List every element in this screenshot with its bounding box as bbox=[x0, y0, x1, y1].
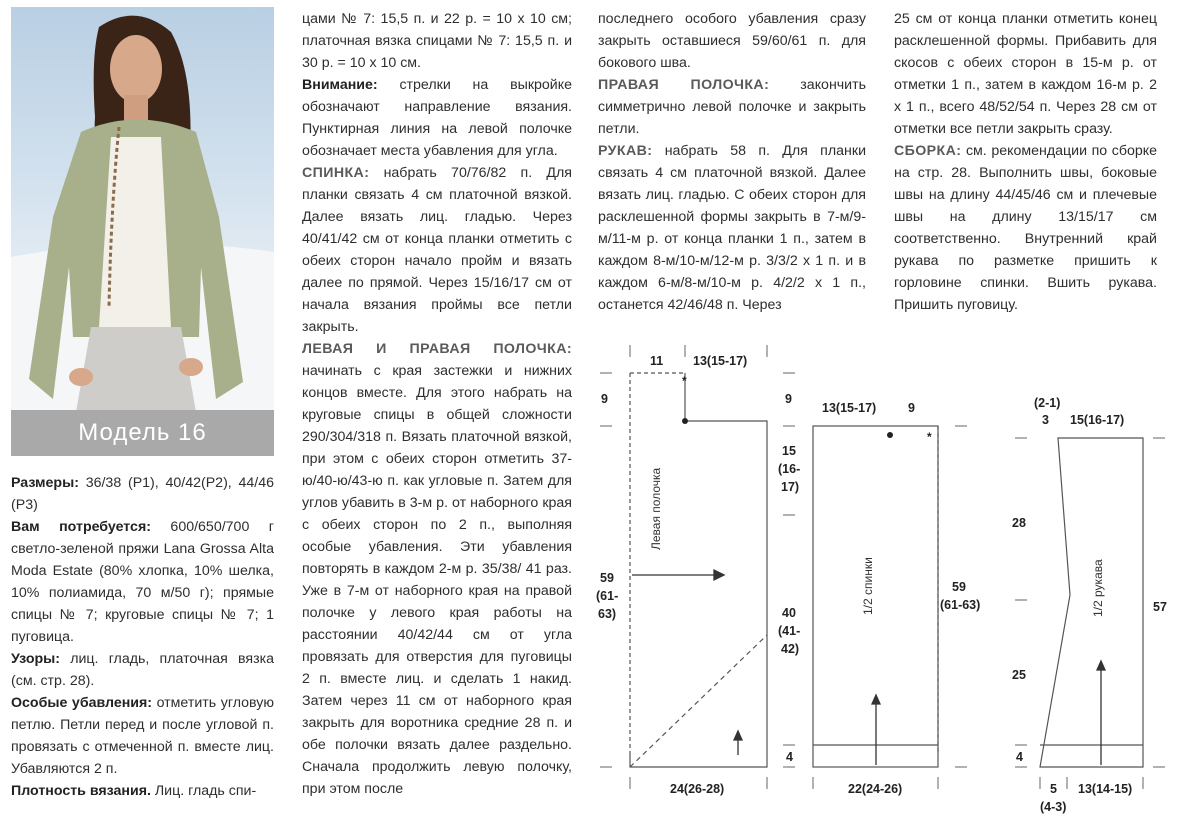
svg-text:*: * bbox=[682, 374, 687, 388]
lf-bottom: 24(26-28) bbox=[670, 782, 725, 796]
back-h-arm-2: (16- bbox=[778, 462, 801, 476]
heading-right-front: ПРАВАЯ ПОЛОЧКА: bbox=[598, 77, 770, 93]
sleeve-h-band: 4 bbox=[1016, 750, 1023, 764]
gauge-cont-text: цами № 7: 15,5 п. и 22 р. = 10 х 10 см; платочная вязка спицами № 7: 15,5 п. и 30 р. = 10 х 10 см. bbox=[302, 11, 572, 71]
back-h-band: 4 bbox=[786, 750, 793, 764]
sleeve-h-mid: 25 bbox=[1012, 668, 1026, 682]
attention-text: стрелки на выкройке обозначают направление вязания. Пунктирная линия на левой полочке обозначает места убавления для угла. bbox=[302, 77, 572, 159]
paragraph-attention bbox=[302, 74, 572, 162]
back-h-total-2: (61-63) bbox=[940, 598, 981, 612]
lf-h1: 9 bbox=[601, 392, 608, 406]
sleeve-top-b: 15(16-17) bbox=[1070, 413, 1125, 427]
paragraph-assembly bbox=[894, 140, 1157, 316]
paragraph-materials bbox=[11, 516, 274, 648]
heading-back: СПИНКА: bbox=[302, 165, 370, 181]
model-illustration bbox=[11, 7, 274, 456]
back-h-side-3: 42) bbox=[781, 642, 800, 656]
sleeve-h-total: 57 bbox=[1153, 600, 1167, 614]
paragraph-sizes bbox=[11, 472, 274, 516]
left-front-neck-edge bbox=[630, 373, 685, 755]
back-h-side-1: 40 bbox=[782, 606, 796, 620]
paragraph-sleeve bbox=[598, 140, 866, 316]
sleeve-bottom-b: 13(14-15) bbox=[1078, 782, 1133, 796]
heading-attention: Внимание: bbox=[302, 77, 378, 93]
paragraph-sleeve-cont bbox=[894, 8, 1157, 140]
sleeve-text: набрать 58 п. Для планки связать 4 см платочной вязкой. Далее вязать лиц. гладью. С обеих сторон для расклешенной формы закрыть в 7-м/9-м/11-м р. от конца планки 1 п., затем в каждом 8-м/10-м/12-м р. 3/3/2 х 1 п. и в каждом 6-м/8-м/10-м р. 4/2/2 х 1 п., останется 42/46/48 п. Через bbox=[598, 143, 866, 313]
heading-gauge: Плотность вязания. bbox=[11, 783, 151, 799]
paragraph-patterns bbox=[11, 648, 274, 692]
sleeve-bottom-a2: (4-3) bbox=[1040, 800, 1067, 814]
lf-top-b: 13(15-17) bbox=[693, 354, 748, 368]
back-top-b: 9 bbox=[908, 401, 915, 415]
text-column-2 bbox=[302, 8, 572, 800]
lf-top-a: 11 bbox=[650, 354, 664, 368]
lf-h-total-2: (61- bbox=[596, 589, 619, 603]
svg-text:*: * bbox=[927, 430, 932, 444]
right-front-text: закончить симметрично левой полочке и закрыть петли. bbox=[598, 77, 866, 137]
model-photo bbox=[11, 7, 274, 456]
back-top-a: 13(15-17) bbox=[822, 401, 877, 415]
sizes-text: 36/38 (Р1), 40/42(Р2), 44/46 (Р3) bbox=[11, 475, 274, 513]
lf-label: Левая полочка bbox=[649, 467, 663, 550]
paragraph-gauge bbox=[11, 780, 274, 802]
gauge-text: Лиц. гладь спи- bbox=[150, 783, 257, 799]
heading-fronts: ЛЕВАЯ И ПРАВАЯ ПОЛОЧКА: bbox=[302, 341, 572, 357]
lf-h-total-1: 59 bbox=[600, 571, 614, 585]
paragraph-right-front bbox=[598, 74, 866, 140]
back-h-total-1: 59 bbox=[952, 580, 966, 594]
left-front-decrease-line bbox=[630, 635, 767, 767]
back-h1: 9 bbox=[785, 392, 792, 406]
sleeve-label: 1/2 рукава bbox=[1091, 559, 1105, 617]
sleeve-cont-text: 25 см от конца планки отметить конец расклешенной формы. Прибавить для скосов с обеих сторон в 15-м р. от отметки 1 п., затем в каждом 16-м р. 2 х 1 п., всего 48/52/54 п. Через 28 см от отметки все петли закрыть сразу. bbox=[894, 11, 1157, 137]
model-caption: Модель 16 bbox=[11, 410, 274, 456]
heading-sleeve: РУКАВ: bbox=[598, 143, 653, 159]
back-h-arm-1: 15 bbox=[782, 444, 796, 458]
heading-patterns: Узоры: bbox=[11, 651, 60, 667]
left-front-cont-text: последнего особого убавления сразу закрыть оставшиеся 59/60/61 п. для бокового шва. bbox=[598, 11, 866, 71]
pattern-schematic bbox=[590, 335, 1180, 825]
heading-special-decreases: Особые убавления: bbox=[11, 695, 153, 711]
text-column-3 bbox=[598, 8, 866, 316]
paragraph-fronts bbox=[302, 338, 572, 800]
text-column-4 bbox=[894, 8, 1157, 316]
patterns-text: лиц. гладь, платочная вязка (см. стр. 28). bbox=[11, 651, 274, 689]
left-front-outline bbox=[630, 373, 767, 767]
heading-assembly: СБОРКА: bbox=[894, 143, 962, 159]
paragraph-special-decreases bbox=[11, 692, 274, 780]
special-decreases-text: отметить угловую петлю. Петли перед и после угловой п. провязать с отмеченной п. вместе лиц. Убавляются 2 п. bbox=[11, 695, 274, 777]
paragraph-gauge-cont bbox=[302, 8, 572, 74]
heading-materials: Вам потребуется: bbox=[11, 519, 151, 535]
sleeve-h-top: 28 bbox=[1012, 516, 1026, 530]
lf-h-total-3: 63) bbox=[598, 607, 617, 621]
back-h-arm-3: 17) bbox=[781, 480, 800, 494]
materials-text: 600/650/700 г светло-зеленой пряжи Lana Grossa Alta Moda Estate (80% хлопка, 10% шелка, 10% полиамида, 70 м/50 г); прямые спицы № 7; круговые спицы № 7; 1 пуговица. bbox=[11, 519, 274, 645]
back-text: набрать 70/76/82 п. Для планки связать 4 см платочной вязкой. Далее вязать лиц. гладью. Через 40/41/42 см от конца планки отметить с обеих сторон начало пройм и вязать далее по прямой. Через 15/16/17 см от начала вязания проймы все петли закрыть. bbox=[302, 165, 572, 335]
paragraph-left-front-cont bbox=[598, 8, 866, 74]
sleeve-bottom-a: 5 bbox=[1050, 782, 1057, 796]
text-column-1 bbox=[11, 472, 274, 802]
heading-sizes: Размеры: bbox=[11, 475, 79, 491]
assembly-text: см. рекомендации по сборке на стр. 28. Выполнить швы, боковые швы на длину 44/45/46 см и плечевые швы на длину 13/15/17 см соответственно. Внутренний край рукава по разметке пришить к горловине спинки. Вшить рукава. Пришить пуговицу. bbox=[894, 143, 1157, 313]
back-label: 1/2 спинки bbox=[861, 557, 875, 615]
fronts-text: начинать с края застежки и нижних концов вместе. Для этого набрать на круговые спицы в общей сложности 290/304/318 п. Вязать платочной вязкой, при этом с обеих сторон отметить 37-ю/40-ю/43-ю п. как угловые п. Затем для углов убавить в 3-м р. от наборного края с обеих сторон по 2 п., выполняя особые убавления. Эти убавления повторять в каждом 2-м р. 35/38/ 41 раз. Уже в 7-м от наборного края на правой полочке у левого края работы на расстоянии 40/42/44 см от угла провязать для отверстия для пуговицы 2 п. вместе лиц. и сделать 1 накид. Затем через 11 см от наборного края закрыть для воротника средние 28 п. и обе полочки вязать далее раздельно. Сначала продолжить левую полочку, при этом после bbox=[302, 363, 572, 797]
back-bottom: 22(24-26) bbox=[848, 782, 903, 796]
back-h-side-2: (41- bbox=[778, 624, 801, 638]
paragraph-back bbox=[302, 162, 572, 338]
sleeve-top-a: (2-1) bbox=[1034, 396, 1061, 410]
sleeve-top-a2: 3 bbox=[1042, 413, 1049, 427]
